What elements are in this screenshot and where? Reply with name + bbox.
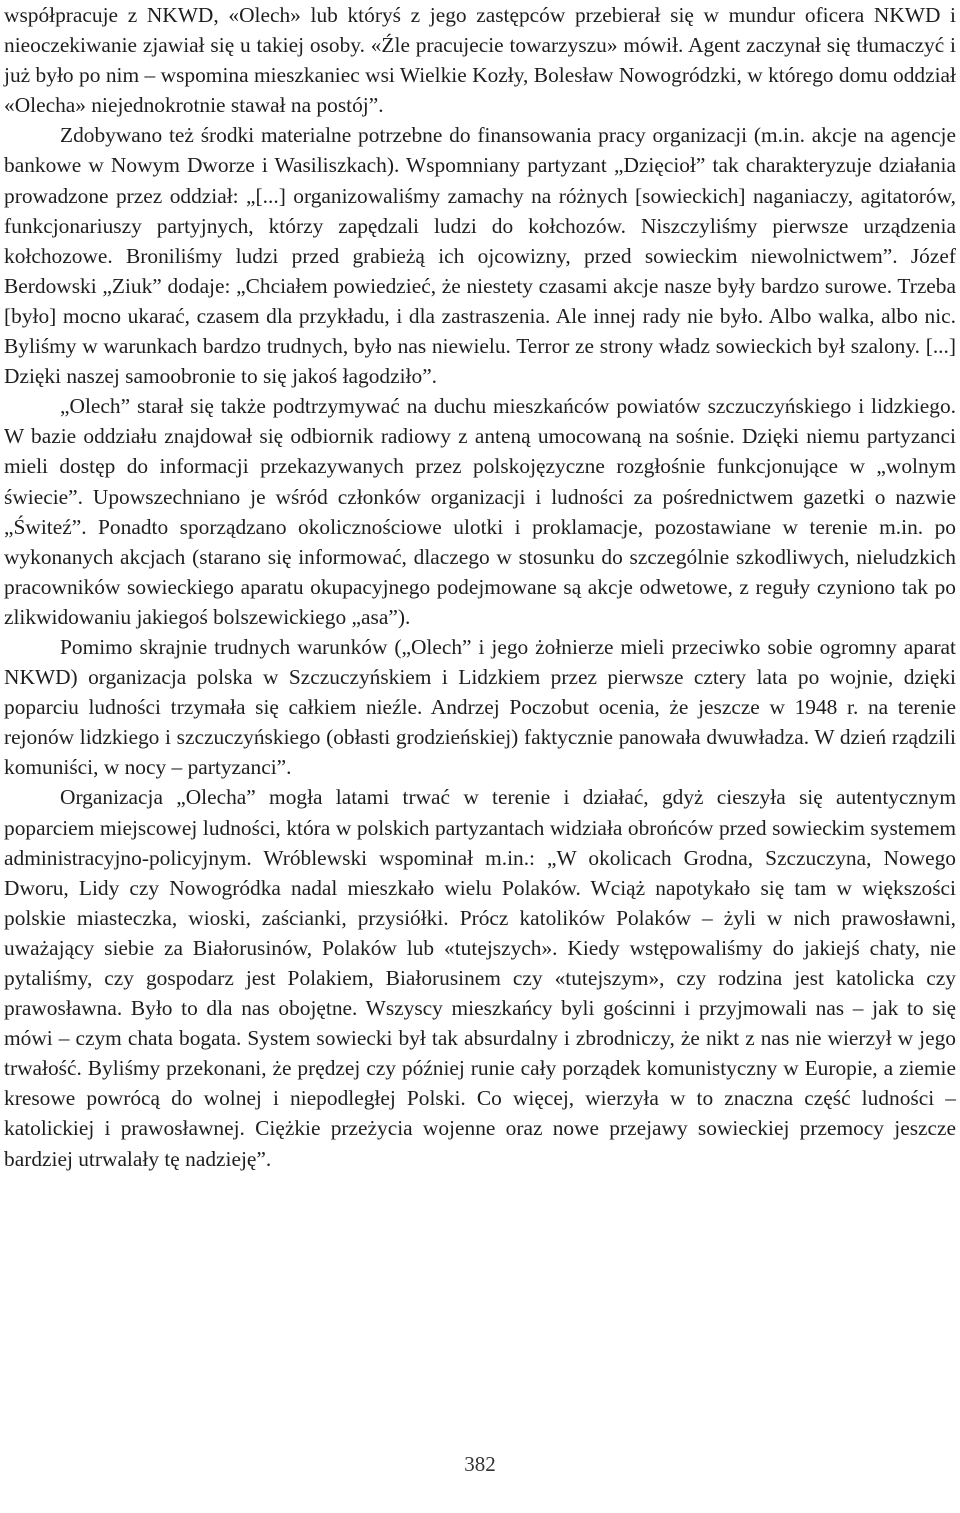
paragraph-morale: „Olech” starał się także podtrzymywać na duchu mieszkańców powiatów szczuczyńskiego i lidzkiego. W bazie oddziału znajdował się odbiornik radiowy z anteną umocowaną na sośnie. Dzięki niemu partyzanci mieli dostęp do informacji przekazywanych przez polskojęzyczne rozgłośnie funkcjonujące w „wolnym świecie”. Upowszechniano je wśród członków organizacji i ludności za pośrednictwem gazetki o nazwie „Świteź”. Ponadto sporządzano okolicznościowe ulotki i proklamacje, pozostawiane w terenie m.in. po wykonanych akcjach (starano się informować, dlaczego w stosunku do szczególnie szkodliwych, nieludzkich pracowników sowieckiego aparatu okupacyjnego podejmowane są akcje odwetowe, z reguły czyniono tak po zlikwidowaniu jakiegoś bolszewickiego „asa”). [4,394,956,629]
paragraph-support: Organizacja „Olecha” mogła latami trwać w terenie i działać, gdyż cieszyła się autentycznym poparciem miejscowej ludności, która w polskich partyzantach widziała obrońców przed sowieckim systemem administracyjno-policyjnym. Wróblewski wspominał m.in.: „W okolicach Grodna, Szczuczyna, Nowego Dworu, Lidy czy Nowogródka nadal mieszkało wielu Polaków. Wciąż napotykało się tam w większości polskie miasteczka, wioski, zaścianki, przysiółki. Prócz katolików Polaków – żyli w nich prawosławni, uważający siebie za Białorusinów, Polaków lub «tutejszych». Kiedy wstępowaliśmy do jakiejś chaty, nie pytaliśmy, czy gospodarz jest Polakiem, Białorusinem czy «tutejszym», czy rodzina jest katolicka czy prawosławna. Było to dla nas obojętne. Wszyscy mieszkańcy byli gościnni i przyjmowali nas – jak to się mówi – czym chata bogata. System sowiecki był tak absurdalny i zbrodniczy, że nikt z nas nie wierzył w jego trwałość. Byliśmy przekonani, że prędzej czy później runie cały porządek komunistyczny w Europie, a ziemie kresowe powrócą do wolnej i niepodległej Polski. Co więcej, wierzyła w to znaczna część ludności – katolickiej i prawosławnej. Ciężkie przeżycia wojenne oraz nowe przejawy sowieckiej przemocy jeszcze bardziej utrwalały tę nadzieję”. [4,785,956,1171]
paragraph-funding: Zdobywano też środki materialne potrzebne do finansowania pracy organizacji (m.in. akcje na agencje bankowe w Nowym Dworze i Wasiliszkach). Wspomniany partyzant „Dzięcioł” tak charakteryzuje działania prowadzone przez oddział: „[...] organizowaliśmy zamachy na różnych [sowieckich] naganiaczy, agitatorów, funkcjonariuszy partyjnych, którzy zapędzali ludzi do kołchozów. Niszczyliśmy pierwsze urządzenia kołchozowe. Broniliśmy ludzi przed grabieżą ich ojcowizny, przed sowieckim niewolnictwem”. Józef Berdowski „Ziuk” dodaje: „Chciałem powiedzieć, że niestety czasami akcje nasze były bardzo surowe. Trzeba [było] mocno ukarać, czasem dla przykładu, i dla zastraszenia. Ale innej rady nie było. Albo walka, albo nic. Byliśmy w warunkach bardzo trudnych, było nas niewielu. Terror ze strony władz sowieckich był szalony. [...] Dzięki naszej samoobronie to się jakoś łagodziło”. [4,123,956,389]
body-text [4,0,956,1174]
page-number: 382 [464,1452,496,1476]
paragraph-continuation: współpracuje z NKWD, «Olech» lub któryś z jego zastępców przebierał się w mundur oficera NKWD i nieoczekiwanie zjawiał się u takiej osoby. «Źle pracujecie towarzyszu» mówił. Agent zaczynał się tłumaczyć i już było po nim – wspomina mieszkaniec wsi Wielkie Kozły, Bolesław Nowogródzki, w którego domu oddział «Olecha» niejednokrotnie stawał na postój”. [4,3,956,118]
paragraph-conditions: Pomimo skrajnie trudnych warunków („Olech” i jego żołnierze mieli przeciwko sobie ogromny aparat NKWD) organizacja polska w Szczuczyńskiem i Lidzkiem przez pierwsze cztery lata po wojnie, dzięki poparciu ludności trzymała się całkiem nieźle. Andrzej Poczobut ocenia, że jeszcze w 1948 r. na terenie rejonów lidzkiego i szczuczyńskiego (obłasti grodzieńskiej) faktycznie panowała dwuwładza. W dzień rządzili komuniści, w nocy – partyzanci”. [4,634,956,780]
